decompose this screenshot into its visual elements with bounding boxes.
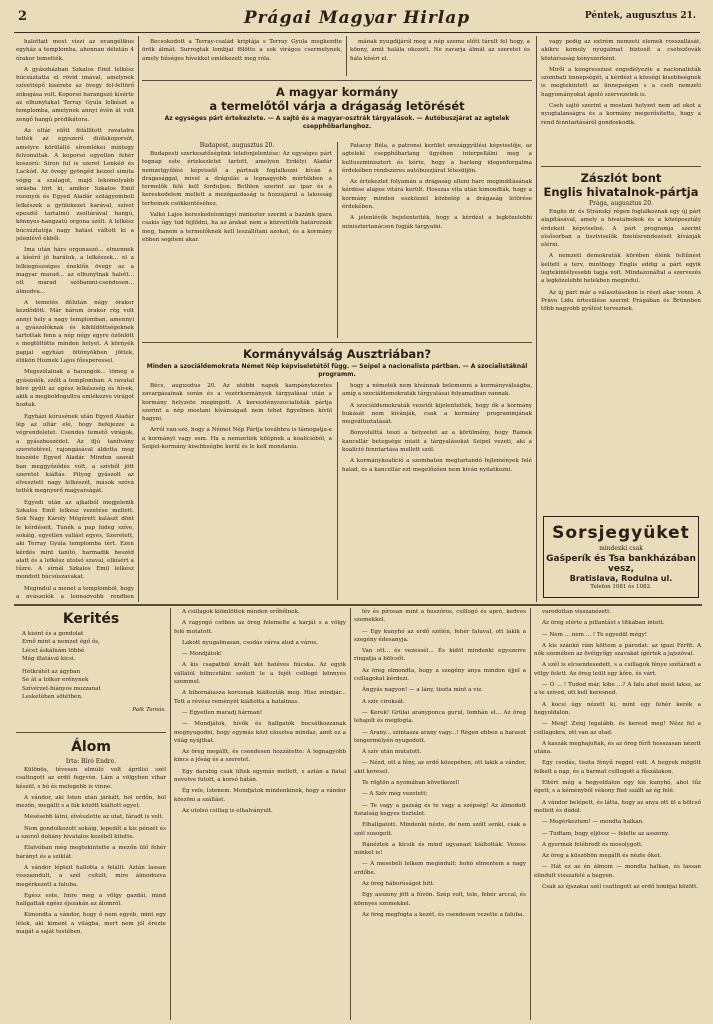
article-rule [142,80,532,81]
story-paragraph: A szív ciroksát. [362,698,405,705]
article-paragraph: Megszólalnak a harangok... tömeg a gyászolók, szólt a templomban. A ravatal köré gyűlt az egész lelkészség és hívek, akik a megboldogultra emlékezve virágot hoztak. [16,369,134,409]
englis-headline-1: Zászlót bont [580,171,662,185]
article-1-headline-2: a termelőtől várja a drágaság letörését [209,99,465,113]
article-paragraph: Az oltár előtt félállított ravatalra tették az egyszerű diófakoporsót, amelyre körülálló síremlékei mintegy felvonultak. A koporsó egyetlen fehér koszorú: Siron ful is szeret Lenkéd és Lackód. Az övegy gyöngéd kezzel simita végig a szalagot, majd lekomolyabb sírásba tört ki, amikor Szkalos Emil rozsnyói és Egyed Aladár szilágyomboli lelkészek a gyülekezet karával, szívet epesztő tartalmú zsoltárával hangú, könnyes-hangzatú orgona szólt. A lelkész búcsúztatója nagy hatást váltott ki a jelenlévő ékből. [16,127,134,242]
article-1-subhead: Az egységes párt értekezlete. — A sajtó és a magyar-osztrák tárgyalások. — Autóbuszjárat az agtelek csepphőbarlanghoz. [164,115,510,130]
story-paragraph: Elalvóban még megtekintette a mezőn ülő fehér bárányt és a sziklát. [16,845,166,860]
story-title: Álom [71,739,111,755]
article-paragraph: A szociáldemokraták vezetői kijelentették, hogy ők a kormány bukását nem kívánják, csak a kormány programmjának megváltoztatását. [342,402,532,426]
story-paragraph: Az öreg megfogta a kezét, és csendesen vezette a faluba. [362,911,525,918]
article-paragraph: Budapesti szerkesztőségünk telefonjelentése: Az egységes párt tegnap este értekezletet tartott, amelyen Erdélyi Aladár nemzetgyűlési képviselő a pártnak foglalkozni kíván a drágasággal, mivel a drágulás a legnagyobb mértékben a termelők felé kell forduljon. Bethlen szerint az ipar és a kereskedelem mellett a mezőgazdaság is hozzájárul a lakosság terheinek csökkentéséhez. [142,151,332,207]
article-paragraph: Egyedi után az ajkaiból megjelenik Szkalos Emil lelkész vezetése mellett. Sok Nagy Károly Mégérett kalászt dönt le kérdéseit, Tunék a pap hideg szíve, sokáig, egyetlen vallást egyes, Szeretett, aki Terray Gyula templomba tért. Ezen kérdés mint tanító, harmadik beszéd alatt és a lelkész utolsó szavai, elkísért a tűzre. A sírnál Szkalos Emil lelkész mondott búcsúszavakat. [16,499,134,581]
story-paragraph: — Arany... szintasza arany vagy...! Régen ebben a haraszt tengermélyén nyugodott. [354,729,526,744]
column-rule [346,36,347,76]
column-rule [536,36,537,602]
column-rule [138,36,139,602]
story-paragraph: Nem gondolkozott sokáig, lepedőt a kis pénzét és a szerző dohány hivatalos kezéből kitette. [16,825,166,841]
article-2-left [142,382,332,600]
article-1-headline-1: A magyar kormány [275,85,399,99]
article-paragraph: Becsokodott a Terray-család kriptája s Terray Gyula megkezdte örök álmát. Surrogtak lombjai fölötte a sok virágos csermelynek, amely hűséges hívekkel emlékezett meg róla. [142,39,342,62]
article-paragraph: Bonyolulttá teszi a helyzetet az a körülmény, hogy Ramek kancellár betegsége miatt a tárgyalásokat Seipel vezeti, aki a koalíció fenntartása mellett szól. [342,430,532,454]
column-2-top [142,38,342,76]
column-rule [170,608,171,1020]
story-paragraph: A kaszák meghajoltak, és az öreg férfi hosszasan nézett utána. [534,740,701,756]
story-paragraph: A csillagok kiömlöttek minden erőbőlnek. [182,609,300,615]
ad-line-3: Bratislava, Rodulna ul. [569,574,673,583]
column-rule [337,142,338,338]
page-number: 2 [18,9,28,24]
article-paragraph: A jelenlévők bejelentették, hogy a kérdést a legközelebbi minisztertanácson fogják tárgyalni. [342,215,532,230]
story-paragraph: Csak az éjszakai szél csattogott az erdő lombjai között. [542,884,699,891]
article-1-dateline: Budapest, augusztus 20. [199,142,275,149]
column-rule [350,608,351,1020]
poem-line: Palk Tamás. [132,707,166,714]
section-divider [14,604,702,606]
story-paragraph: Az öreg háborúságot hitt. [362,881,435,888]
article-paragraph: hogy a németek nem kívánnak belemenni a kormányválságba, amíg a szociáldemokraták tárgyalásai folyamatban vannak. [342,383,532,398]
story-alom [16,736,166,1020]
story-paragraph: Eltért még a hegyoldalon egy kis kunyhó, ahol tűz égett, s a kéményből vékony füst szállt az ég felé. [534,780,701,795]
article-paragraph: Bécs, augusztus 20. Az utóbbi napok kampánykeretes zavargásainak során és a vezérkormányok tárgyalásai után a kormány helyzete megingott. A keresztényszocialisták pártja szerint a nép mostani kívánságait nem lehet figyelmen kívül hagyni. [142,383,332,423]
story-paragraph: A szív után mutatott. [362,749,422,756]
story-paragraph: Egy csodás, tiszta fényű reggel volt. A hegyek mögött felkelt a nap, és a harmat csillogott a fűszálakon. [534,760,701,775]
story-paragraph: — Megérkeztem! — mondta halkan. [542,819,644,826]
article-paragraph: Ima után hárs orgonaszó... elmennek a kísérő jó barátok, a lelkészek... el a lelkiegészséges éneklőn övegy az a magyar marad... az elhunytnak halott... ott marad szóbanmi-csendesen... álmodva... [16,247,134,295]
masthead [14,6,700,33]
story-paragraph: Egy darabig csak ültek egymás mellett, s aztán a fiatal nevetve futott, a korsó hátán. [174,768,346,784]
column-3-top [350,38,530,76]
story-paragraph: lév és pírosan mint a huszóros, csillogó és apró, kedves szemekkel. [354,609,526,624]
story-column-2 [174,608,346,1020]
story-paragraph: Ránéztek a kicsik és mind ugyanazt kiáltották: Vezess minket is! [354,841,526,857]
article-rule [541,166,701,167]
article-paragraph: halottait most viszi az evangélikus egyház a templomba, ahonnan délután 4 órakor temették. [16,39,134,62]
story-paragraph: Az öreg megállt, és csendesen hozzátette: A legnagyobb kincs a jóság és a szeretet. [174,749,346,764]
article-1-right [342,142,532,338]
poem-line: Szívérzet-hiányos mozzanat [22,685,101,692]
article-1-header [142,84,532,140]
story-paragraph: Lakott nyugalmasan, csodás várva alud a város. [182,639,318,646]
story-paragraph: A vándor belépett, és látta, hogy az anya ott ül a bölcső mellett és dúdol. [534,799,701,814]
englis-headline-2: Englis hivatalnok-pártja [543,185,699,199]
ad-line-2: Gašperík és Tsa bankházában vesz, [546,554,696,574]
story-paragraph: — Tudtam, hogy eljössz — felelte az asszony. [542,830,670,837]
newspaper-title: Prágai Magyar Hirlap [243,8,471,28]
story-paragraph: Az öreg a küszöbön megállt és nézte őket. [542,853,662,860]
article-paragraph: Az értekezlet folyamán a drágaság elleni harc megindításának kérdése alapos vitára került. Hosszas vita után kimondták, hogy a kormány minden eszközzel közbelép a drágaság letörése érdekében. [342,179,532,211]
story-paragraph: Az utolsó csillag is elhalványult. [182,807,273,814]
story-paragraph: A gyermek felébredt és mosolygott. [542,841,644,848]
story-paragraph: — Ó ... ! Tudod már, kibe ...? A falu ahol most laksz, az a te szíved, ott kell keresned. [534,682,701,697]
story-paragraph: Az öreg elérte a pillantást s titkában intett. [542,620,665,627]
article-paragraph: A gyászházban Szkalos Emil lelkész búcsúztatta el rövid imával, amelynek szívettépő kisérete az övegy fel-feltörő zokogása volt. Koporsó harangszó kísérte az elhunytakat Terray Gyula lelkészt a templomba, amelynek annyi évén át volt zengő hangú prédikátora. [16,66,134,123]
story-paragraph: Egész este, Imre meg a völgy gazdái, mind hallgattak egész éjszakán az álomról. [16,892,166,908]
story-paragraph: Egy asszony jött a fűvön. Szép volt, tele, fehér arccal, és könnyes szemekkel. [354,892,526,907]
story-paragraph: — A mesebeli lelkem megindult: hohó elmentem a nagy erdőbe. [354,861,526,876]
story-paragraph: — Egyetlen maradj hárman! [182,709,263,716]
column-6-top [541,38,701,164]
poem-line: Hétkrátét az ágyban [22,669,81,676]
article-2-subhead: Minden a szociáldemokrata Német Nép képviseletétől függ. — Seipel a nacionalista pártban. — A szocialistáknál programm. [146,363,528,378]
article-2-right [342,382,532,600]
article-paragraph: Patacsy Béla, a patronsi kerület országgyűlési képviselője, az agtelekí csepphőbarlang ügyében interpellálni meg a kultuszminisztert és kérte, hogy a barlang idegenforgalma érdekében rendszeres autóbuszjárat létesüljön. [342,143,532,174]
poem-line: Még illatával kicsi. [22,655,76,662]
story-paragraph: A bibornáiasza korosnak kiáltozták meg. Hisz mindjár... Tett a révész reményét kiáltotta a hatalmas. [174,690,346,705]
story-paragraph: A kis csapatból kivált két hatéves fiúcska. Az egyik vállától bilincsfálni szólott le a fejét csillogó könnyes szemmel. [174,662,346,686]
article-1-left [142,142,332,338]
article-paragraph: Egyházi kórusének után Egyed Aladár lép az oltár elé, hogy befejezze a végrendeletet. Csendes temető virágok, a gyászbeszédet. Az ifjú tanítvány szeretetével, rajongásával áldotta meg beszéde Egyed Aladár. Minden szavát ban meggyőződés volt, a szívből jött szeretet kiáltás. Pityog gyászolt az elvesztett nagy lelkészét, mások szóvá tették megnyerő magyarságát. [16,413,134,495]
story-paragraph: A vándor, aki Isten után járkált, hol erdőn, hol mezőn, megállt s a fák között kiáltott egyet. [16,794,166,810]
story-paragraph: — Nem ... nem ... ! Te egyedül mégy! [542,631,648,638]
story-paragraph: — Mondjátok, hívők és hallgatók bocsátkozzanak megnyugodni, hogy egymás közt elosztva mindaz, amit ez a világ nyújthat. [174,721,346,744]
story-paragraph: varodottan visszanézett. [542,609,612,615]
story-paragraph: Az öreg elmondta, hogy a szegény anya minden éjjel a csillagokat kérdezi. [354,667,526,683]
lottery-advertisement [543,516,699,598]
story-paragraph: Elhallgatott. Mindenki nézte, de nem szólt senki, csak a szél susogott. [354,822,526,837]
article-paragraph: vagy pedig az extrém nemzeti elemek rosszallását, akikre komoly nyugalmat biztosít a csehszlovák köztársaság kényszerként. [541,39,701,62]
article-2-header [142,346,532,378]
ad-line-1: mindenki csak [599,545,643,552]
englis-article [541,170,701,510]
article-paragraph: Az új párt már a választásokon is részt akar venni. A Právo Lidu értesülése szerint Prágában és Brünnben több nagyobb gyűlést terveznek. [541,289,701,313]
issue-date: Péntek, augusztus 21. [584,11,696,21]
poem-kerites [16,608,166,730]
article-paragraph: Cseh sajtó szerint a mostani helyzet nem ad okot a nyugtalanságra és a kormány megerősítette, hogy a rend fenntartásáról gondoskodik. [541,103,701,126]
story-paragraph: A ragyogó csöbon az öreg felemelte a karját s a völgy felé mutatott. [174,620,346,635]
poem-line: Lécet áskálnám többé [22,647,85,654]
article-paragraph: Valkó Lajos kereskedelemügyi miniszter szerint a hazánk ipara csakis úgy tud fejlődni, ha az árakat nem a közvetítők határozzák meg, hanem a termelőknek kell leszállítani azokat, és a kormány ebben segíteni akar. [142,212,332,243]
article-paragraph: mának nyugdíjáról meg a nép szeme előtt tárult fel hogy, a könny, amit halála okozott. Ne zavarja álmát az szeretet és hála kíséri el. [350,39,530,62]
story-paragraph: — Mondjátok! [182,651,222,658]
englis-dateline: Prága, augusztus 20. [589,200,653,207]
article-2-headline: Kormányválság Ausztriában? [242,347,432,361]
article-paragraph: Megindul a menet a templomból, hogy a gyászolók a legnagyobb rendben [16,585,134,598]
story-paragraph: Különös, tévesen elmúló volt áprilisi szél csattogott az erdő fegyvén. Lám a völgyben vihar készül, s hó és melegebb is vinne. [16,767,166,790]
story-paragraph: — Nézd, ott a fény, az erdő közepében, ott lakik a vándor, akit keresel. [354,760,526,775]
story-paragraph: — Hát ez az én álmom — mondta halkan, és lassan elindult visszafelé a hegyen. [534,864,701,879]
story-column-3 [354,608,526,1020]
column-rule [337,382,338,600]
ad-title: Sorsjegyüket [552,523,690,543]
column-rule [530,608,531,1020]
story-paragraph: Ég vele, Istenem. Mondjátok mindenkinek, hogy a vándor köszöni a szállást. [174,788,346,803]
story-paragraph: Te rögtön a nyomában következel! [362,780,460,787]
story-paragraph: — A Szív még vezetett; [362,791,428,798]
story-author: Irta: Bíró Endre. [65,758,117,765]
article-paragraph: A kormánykoalíció a szombaton megtartandó fejlemények felé halad, és a kancellár ezt megelőzően nem kíván nyilatkozni. [342,458,532,473]
poem-line: Ernő mint a nemzet égő ős, [22,639,100,646]
article-paragraph: Arról van szó, hogy a Német Nép Pártja továbbra is támogatja-e a kormányt vagy sem. Ha a nemzetiek kilépnek a koalícióból, a Seipel-kormány kisebbségbe kerül és le kell mondania. [142,427,332,451]
article-paragraph: A temetés délután négy órakor kezdődött. Már három órakor rég volt annyi hely a nagy templomban, amennyi a gyászolóknak és kiküldöttségeknek tartottak fenn a nép négy egyre özönlött s megtöltötte minden helyet. A környék papjai egyházi öltönyökben jöttek, élükön Hoznek Lajos főesperessel. [16,299,134,364]
story-paragraph: — Te vagy a gazság és te vagy a szépség! Az álmodott fiatalság kegyes tisztelet. [354,802,526,817]
story-paragraph: A kis szánkó rám köttem a párodat: az ígazi Férfit. A nők szemében az övéigyőgy szavakat ígértek a jajszóval. [534,642,701,658]
story-paragraph: — Egy kunyhó az erdő szélén, fehér faluval, ott lakik a szegény édesanyja. [354,628,526,643]
story-paragraph: A vándor lépteit hallotta s felállt. Aztán lassan visszaindult, a szél csitult, mire álmodozva megérkezett a faluba. [16,864,166,888]
poem-title: Kerités [62,611,120,627]
poem-line: Se át a tolkor erénynek [22,677,89,684]
article-paragraph: Englis dr. és Stránský régen foglalkoznak egy új párt alapításával, amely a hivatalnokok és a középosztály érdekeit képviselné. A párt programja szerint elsősorban a tisztviselők fizetésrendezését kívánják elérni. [541,209,701,249]
article-paragraph: A nemzeti demokraták körében élénk feltűnést keltett a terv, minthogy Englis eddig a párt egyik legtekintélyesebb tagja volt. Mindazonáltal a szervezés a legközelebbi hetekben megindul. [541,253,701,285]
ad-line-4: Telefon 1081 és 1082. [590,584,652,590]
story-paragraph: A kocsi úgy nézett ki, mint egy fehér kerék a hegyoldalon. [534,701,701,716]
story-paragraph: — Kerek! Grülai aranyponca gurul, lomhán el... Az öreg lehajolt és megfogta. [354,709,526,725]
story-paragraph: Ángyás nagyon! — a lány, tiszta mint a viz. [362,687,483,694]
article-rule [16,732,166,733]
poem-line: Lesketében sötétben. [22,694,83,701]
story-paragraph: A szél is elcsendesedett, s a csillagok fénye szétáradt a völgy felett. Az öreg leült egy kőre, és várt. [534,662,701,677]
column-1 [16,38,134,598]
story-paragraph: Mesésebb látni, elvészlette az utat, fáradt is volt. [24,814,164,821]
story-paragraph: Van ott... és vezessél... És kidöl mindenki egyszerre ringatja a bölcsőt. [354,648,526,663]
article-rule [142,342,532,343]
poem-line: A kisint és a gondolat [22,631,84,637]
story-paragraph: Kimondta a vándor, hogy ő nem egyéb, mint egy lélek, aki kiment a világba, mert nem jól érezte magát a saját testében. [16,912,166,936]
story-column-4 [534,608,701,1020]
story-paragraph: — Menj! Zsinj legalább, és keresd meg! Nézz fel a csillagokra, ott van az utad. [534,721,701,736]
article-paragraph: Miről a kongresszusi engedélyezte a nacionalisták szombati ünnepségét, a kérdést a községi kisebbségnek is megtekintett az ünnepségen s a cseh nemzeti hagyományokat ápoló szervezetek is. [541,66,701,98]
